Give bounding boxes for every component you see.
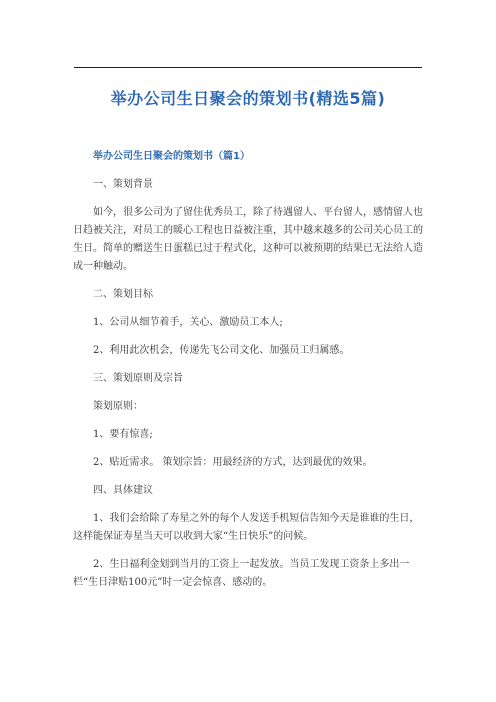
principle-item-2: 2、贴近需求。 策划宗旨：用最经济的方式，达到最优的效果。 <box>93 457 373 468</box>
heading-suggestions: 四、具体建议 <box>93 485 153 496</box>
heading-principles: 三、策划原则及宗旨 <box>93 373 183 384</box>
principle-item-1: 1、要有惊喜; <box>93 429 153 440</box>
top-divider <box>74 67 422 68</box>
goal-item-2: 2、利用此次机会，传递先飞公司文化、加强员工归属感。 <box>93 345 350 356</box>
document-title: 举办公司生日聚会的策划书(精选5篇) <box>110 89 386 108</box>
goal-item-1: 1、公司从细节着手，关心、激励员工本人; <box>93 317 283 328</box>
suggestion-item-2: 2、生日福利金划到当月的工资上一起发放。当员工发现工资条上多出一栏“生日津贴100元”时一定会惊喜、感动的。 <box>73 559 410 588</box>
heading-goals: 二、策划目标 <box>93 289 153 300</box>
suggestion-item-1: 1、我们会给除了寿星之外的每个人发送手机短信告知今天是谁谁的生日，这样能保证寿星当天可以收到大家“生日快乐”的问候。 <box>73 513 420 542</box>
paragraph-background: 如今，很多公司为了留住优秀员工，除了待遇留人、平台留人，感情留人也日趋被关注，对员工的暖心工程也日益被注重，其中越来越多的公司关心员工的生日。简单的赠送生日蛋糕已过于程式化，这种可以被预期的结果已无法给人造成一种触动。 <box>73 207 423 272</box>
heading-background: 一、策划背景 <box>93 179 153 190</box>
section-title: 举办公司生日聚会的策划书（篇1） <box>93 151 250 162</box>
document-body <box>73 150 423 602</box>
principles-label: 策划原则： <box>93 401 143 412</box>
